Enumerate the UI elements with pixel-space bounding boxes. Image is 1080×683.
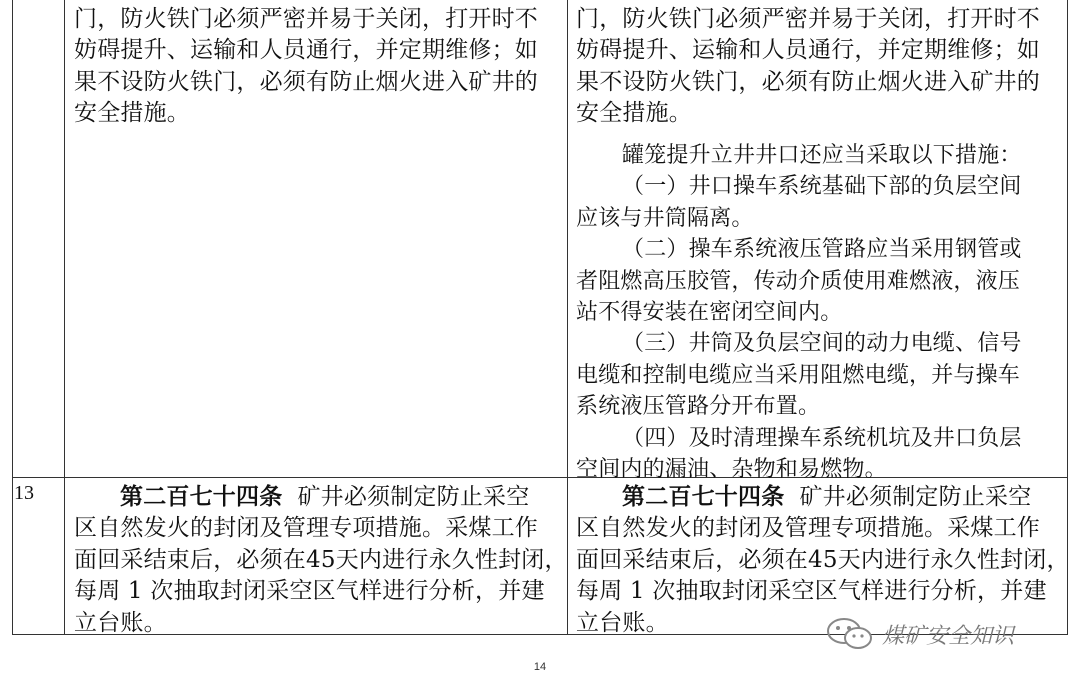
text-line: 果不设防火铁门，必须有防止烟火进入矿井的 xyxy=(576,68,1040,95)
text-line: 果不设防火铁门，必须有防止烟火进入矿井的 xyxy=(74,68,538,95)
prev-row-right-cell xyxy=(576,4,1040,130)
text-line: （一）井口操车系统基础下部的负层空间 xyxy=(622,174,1022,200)
text-line: 面回采结束后，必须在45天内进行永久性封闭， xyxy=(576,546,1070,573)
text-line: 立台账。 xyxy=(74,609,167,636)
text-line: 每周 1 次抽取封闭采空区气样进行分析，并建 xyxy=(576,578,1047,605)
page-number: 14 xyxy=(533,661,547,673)
text-line: 电缆和控制电缆应当采用阻燃电缆，并与操车 xyxy=(576,362,1021,388)
text-line: 站不得安装在密闭空间内。 xyxy=(576,300,843,326)
text-line: 者阻燃高压胶管，传动介质使用难燃液，液压 xyxy=(576,268,1021,294)
text-line: 门，防火铁门必须严密并易于关闭，打开时不 xyxy=(576,6,1040,32)
text-line: 区自然发火的封闭及管理专项措施。采煤工作 xyxy=(74,515,538,542)
article-title: 第二百七十四条 xyxy=(120,484,283,510)
wechat-icon xyxy=(822,616,878,652)
text-line: 妨碍提升、运输和人员通行，并定期维修；如 xyxy=(74,37,538,64)
prev-row-left-cell xyxy=(74,4,538,130)
text-line xyxy=(576,482,1070,513)
text-line: （二）操车系统液压管路应当采用钢管或 xyxy=(622,237,1022,263)
text-line: 安全措施。 xyxy=(576,100,692,127)
text-line: 妨碍提升、运输和人员通行，并定期维修；如 xyxy=(576,37,1040,64)
text-line: （三）井筒及负层空间的动力电缆、信号 xyxy=(622,331,1022,357)
text-line: 立台账。 xyxy=(576,609,669,636)
text-line xyxy=(74,482,568,513)
article-text: 矿井必须制定防止采空 xyxy=(297,484,530,510)
text-line: 门，防火铁门必须严密并易于关闭，打开时不 xyxy=(74,6,538,32)
watermark-text: 煤矿安全知识 xyxy=(882,623,1015,649)
article-text: 矿井必须制定防止采空 xyxy=(799,484,1032,510)
text-line: （四）及时清理操车系统机坑及井口负层 xyxy=(622,425,1022,451)
text-line: 区自然发火的封闭及管理专项措施。采煤工作 xyxy=(576,515,1040,542)
text-line: 罐笼提升立井井口还应当采取以下措施： xyxy=(622,143,1022,168)
text-line: 系统液压管路分开布置。 xyxy=(576,394,821,420)
prev-row-right-added-text xyxy=(576,140,1022,485)
text-line: 应该与井筒隔离。 xyxy=(576,205,754,231)
text-line: 安全措施。 xyxy=(74,100,190,127)
table-border-number-col xyxy=(64,0,65,635)
text-line: 面回采结束后，必须在45天内进行永久性封闭， xyxy=(74,546,568,573)
article-title: 第二百七十四条 xyxy=(622,484,785,510)
table-border-left xyxy=(12,0,13,635)
row13-left-cell xyxy=(74,482,568,639)
row-number: 13 xyxy=(14,482,34,504)
watermark xyxy=(822,616,1014,652)
text-line: 每周 1 次抽取封闭采空区气样进行分析，并建 xyxy=(74,578,545,605)
text-line: 空间内的漏油、杂物和易燃物。 xyxy=(576,457,887,483)
